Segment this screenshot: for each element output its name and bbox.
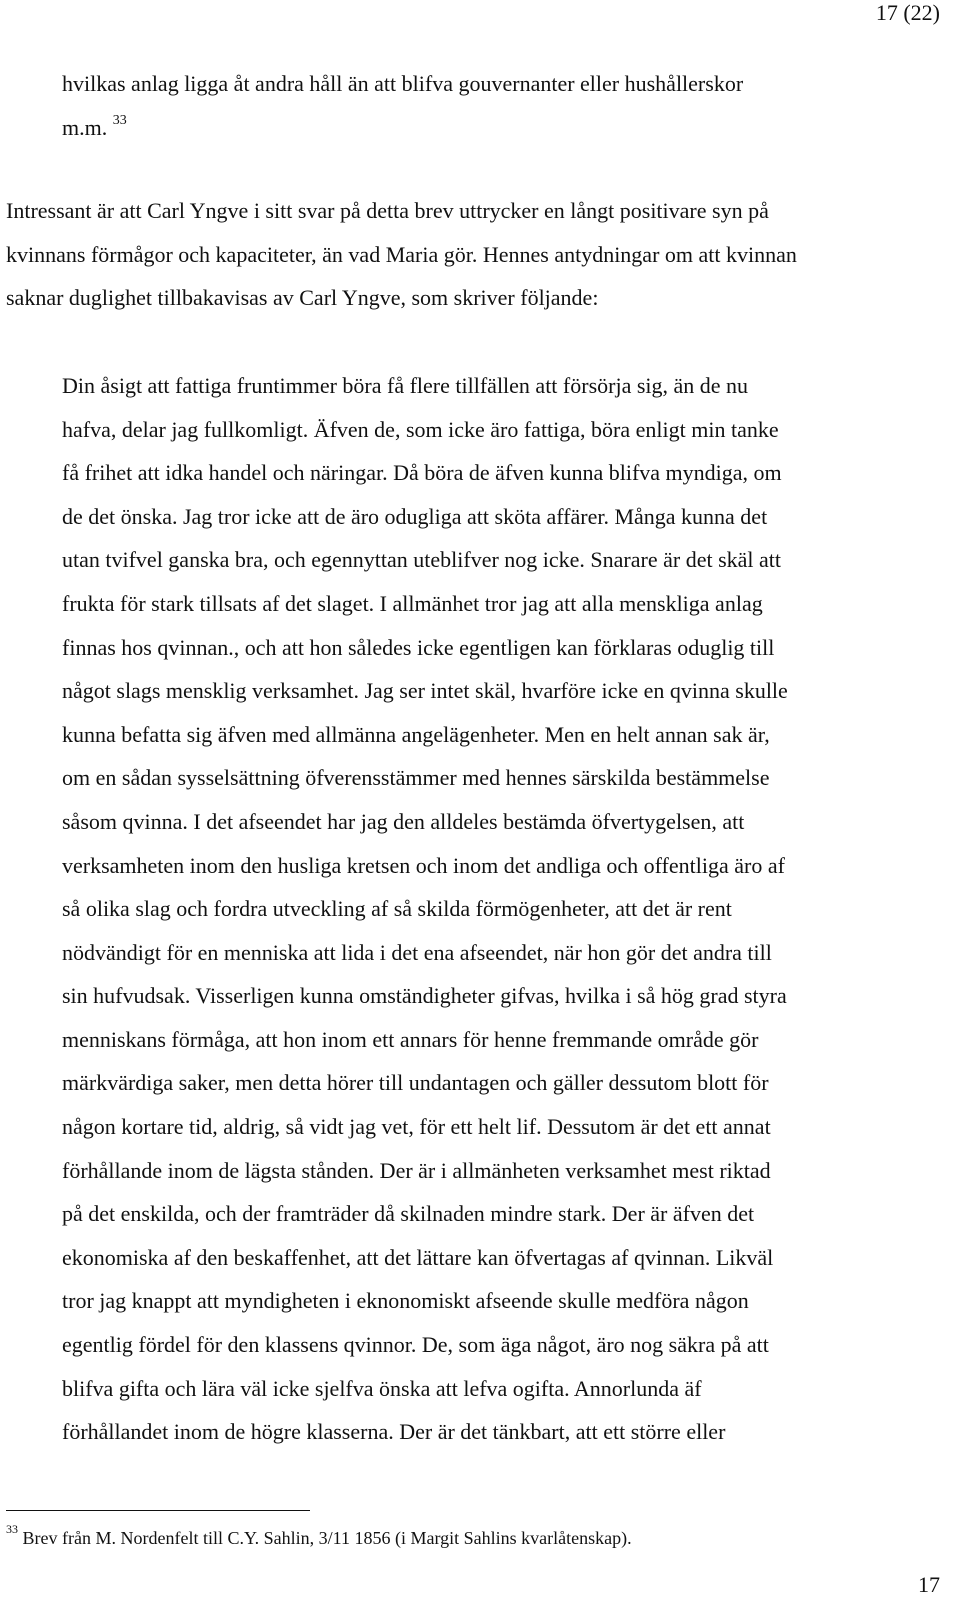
text-line: m.m. [62, 114, 108, 140]
quote-line: på det enskilda, och der framträder då skilnaden mindre stark. Der är äfven det [62, 1201, 755, 1227]
text-line: Intressant är att Carl Yngve i sitt svar på detta brev uttrycker en långt positivare syn på [6, 198, 769, 224]
quote-line: såsom qvinna. I det afseendet har jag den alldeles bestämda öfvertygelsen, att [62, 808, 745, 834]
quote-line: menniskans förmåga, att hon inom ett annars för henne fremmande område gör [62, 1026, 759, 1052]
quote-line: ekonomiska af den beskaffenhet, att det lättare kan öfvertagas af qvinnan. Likväl [62, 1244, 774, 1270]
footnote [6, 1522, 632, 1551]
footnote-divider [6, 1510, 310, 1511]
text-line: kvinnans förmågor och kapaciteter, än vad Maria gör. Hennes antydningar om att kvinnan [6, 241, 797, 267]
quote-line: förhållandet inom de högre klasserna. Der är det tänkbart, att ett större eller [62, 1419, 726, 1445]
quote-line: tror jag knappt att myndigheten i eknonomiskt afseende skulle medföra någon [62, 1288, 749, 1314]
quote-line: hafva, delar jag fullkomligt. Äfven de, som icke äro fattiga, böra enligt min tanke [62, 416, 779, 442]
footnote-reference[interactable]: 33 [112, 113, 127, 129]
quote-line: verksamheten inom den husliga kretsen och inom det andliga och offentliga äro af [62, 852, 785, 878]
quote-line: förhållande inom de lägsta stånden. Der är i allmänheten verksamhet mest riktad [62, 1157, 771, 1183]
quote-line: nödvändigt för en menniska att lida i det ena afseendet, när hon gör det andra till [62, 939, 772, 965]
quote-line: få frihet att idka handel och näringar. Då böra de äfven kunna blifva myndiga, om [62, 460, 782, 486]
page-number: 17 [918, 1572, 940, 1597]
quote-line: något slags mensklig verksamhet. Jag ser intet skäl, hvarföre icke en qvinna skulle [62, 678, 788, 704]
intro-paragraph [62, 62, 942, 149]
block-quote [62, 364, 942, 1454]
quote-line: finnas hos qvinnan., och att hon således icke egentligen kan förklaras oduglig till [62, 634, 775, 660]
quote-line: utan tvifvel ganska bra, och egennyttan uteblifver nog icke. Snarare är det skäl att [62, 547, 782, 573]
quote-line: någon kortare tid, aldrig, så vidt jag vet, för ett helt lif. Dessutom är det ett annat [62, 1114, 771, 1140]
quote-line: Din åsigt att fattiga fruntimmer böra få flere tillfällen att försörja sig, än de nu [62, 372, 749, 398]
footnote-number: 33 [6, 1522, 18, 1536]
text-line: hvilkas anlag ligga åt andra håll än att blifva gouvernanter eller hushållerskor [62, 71, 744, 96]
quote-line: egentlig fördel för den klassens qvinnor. De, som äga något, äro nog säkra på att [62, 1332, 769, 1358]
quote-line: frukta för stark tillsats af det slaget. I allmänhet tror jag att alla menskliga anlag [62, 590, 763, 616]
body-paragraph [6, 189, 942, 320]
page-header-label: 17 (22) [875, 0, 940, 25]
quote-line: om en sådan sysselsättning öfverensstämmer med hennes särskilda bestämmelse [62, 765, 770, 791]
quote-line: blifva gifta och lära väl icke sjelfva önska att lefva ogifta. Annorlunda äf [62, 1375, 702, 1401]
quote-line: märkvärdiga saker, men detta hörer till undantagen och gäller dessutom blott för [62, 1070, 769, 1096]
text-line: saknar duglighet tillbakavisas av Carl Yngve, som skriver följande: [6, 285, 599, 311]
quote-line: de det önska. Jag tror icke att de äro odugliga att sköta affärer. Många kunna det [62, 503, 768, 529]
quote-line: kunna befatta sig äfven med allmänna angelägenheter. Men en helt annan sak är, [62, 721, 770, 747]
footnote-text: Brev från M. Nordenfelt till C.Y. Sahlin, 3/11 1856 (i Margit Sahlins kvarlåtenskap). [22, 1528, 632, 1548]
quote-line: så olika slag och fordra utveckling af så skilda förmögenheter, att det är rent [62, 896, 732, 922]
document-body [6, 62, 942, 1454]
quote-line: sin hufvudsak. Visserligen kunna omständigheter gifvas, hvilka i så hög grad styra [62, 983, 787, 1009]
text-line-with-footnote [62, 106, 942, 150]
